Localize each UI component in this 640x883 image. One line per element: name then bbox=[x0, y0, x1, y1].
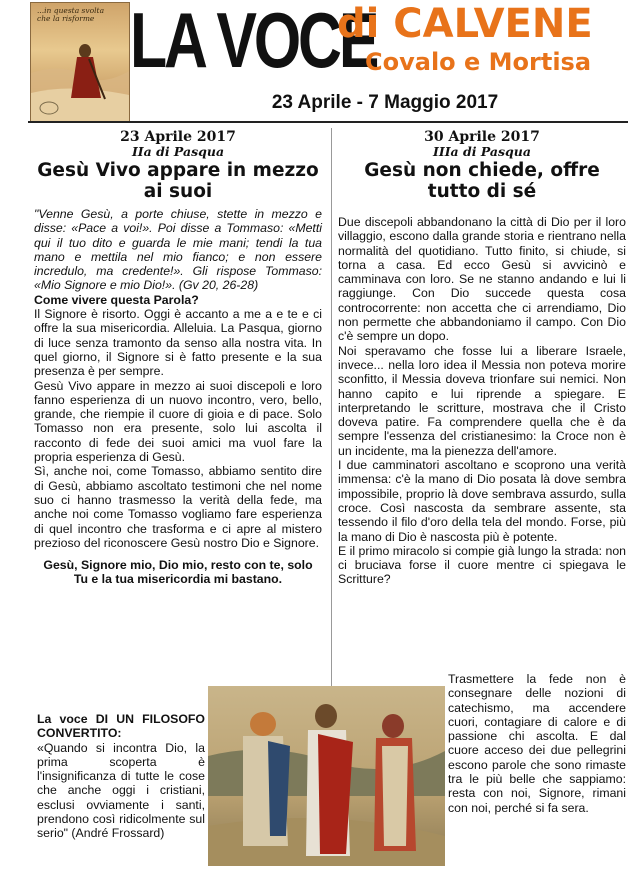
masthead-subtitle: Covalo e Mortisa bbox=[365, 48, 592, 76]
masthead-rule bbox=[28, 121, 628, 123]
left-paragraph-1: Il Signore è risorto. Oggi è accanto a me a e te e ci offre la sua misericordia. Alleluia. La Pasqua, giorno di luce senza tramonto da senso alla nostra vita. In quel giorno, il Signore si è fatto presente e la sua presenza è per sempre. bbox=[34, 307, 322, 379]
left-body bbox=[34, 207, 322, 550]
right-date: 30 Aprile 2017 bbox=[424, 129, 540, 145]
left-article bbox=[34, 129, 322, 587]
prayer: Gesù, Signore mio, Dio mio, resto con te, solo Tu e la tua misericordia mi bastano. bbox=[43, 558, 313, 587]
issue-dates: 23 Aprile - 7 Maggio 2017 bbox=[271, 92, 499, 113]
right-paragraph-1: Due discepoli abbandonano la città di Dio per il loro villaggio, escono dalla grande storia e rientrano nella normalità del quotidiano. Tutto finito, si chiude, si torna a casa. Ed ecco Gesù si avvicinò e camminava con loro. Se ne stanno andando e lui li raggiunge. Con Dio succede questa cosa controcorrente: non accetta che ci arrendiamo, Dio non permette che abbandoniamo il campo. Con Dio c'è sempre un dopo. bbox=[338, 215, 626, 344]
gospel-quote: "Venne Gesù, a porte chiuse, stette in mezzo e disse: «Pace a voi!». Poi disse a Tommaso: «Metti qui il tuo dito e guarda le mie mani; tendi la tua mano e mettila nel mio fianco; e non essere incredulo, ma credente!». Gli rispose Tommaso: «Mio Signore e mio Dio!». (Gv 20, 26-28) bbox=[34, 207, 322, 293]
masthead-title: LA VOCE bbox=[130, 0, 377, 84]
logo-image bbox=[30, 2, 130, 122]
right-body bbox=[338, 215, 626, 587]
right-paragraph-4: E il primo miracolo si compie già lungo la strada: non ci bruciava forse il cuore mentre ci spiegava le Scritture? bbox=[338, 543, 626, 587]
left-sunday: IIa di Pasqua bbox=[131, 144, 225, 159]
left-paragraph-3: Sì, anche noi, come Tomasso, abbiamo sentito dire di Gesù, abbiamo ascoltato testimoni che nel nome suo ci hanno trasmesso la verità della fede, ma anche noi come Tomasso vogliamo fare esperienza di quel incontro che trasforma e ci apre al mistero prezioso del riconoscere Gesù nostro Dio e Signore. bbox=[34, 464, 322, 550]
logo-caption: ...in questa svolta che la risforme bbox=[37, 6, 105, 23]
right-paragraph-3: I due camminatori ascoltano e scoprono una verità immensa: c'è la mano di Dio posata là dove sembra impossibile, proprio là dove sembrava assurdo, sulla croce. Così nascosta da sembrare assente, sta tessendo il filo d'oro della tela del mondo. Forse, più la mano di Dio è nascosta più è potente. bbox=[338, 458, 626, 544]
right-sunday: IIIa di Pasqua bbox=[433, 144, 531, 159]
right-article bbox=[338, 129, 626, 587]
right-paragraph-5: Trasmettere la fede non è consegnare delle nozioni di catechismo, ma accendere cuori, contagiare di calore e di passione chi ascolta. E dal cuore acceso dei due pellegrini escono parole che sono rimaste tra le più belle che sappiamo: resta con noi, Signore, rimani con noi, perché si fa sera. bbox=[448, 672, 626, 815]
right-paragraph-2: Noi speravamo che fosse lui a liberare Israele, invece... nella loro idea il Messia non poteva morire sconfitto, il Messia doveva trionfare sui nemici. Non hanno capito e lui riprende a spiegare. E interpretando le scritture, mostrava che il Cristo doveva patire. Fa comprendere quella che è da sempre l'essenza del cristianesimo: la Croce non è un incidente, ma la pienezza dell'amore. bbox=[338, 343, 626, 458]
pilgrim-illustration bbox=[31, 3, 129, 121]
emmaus-painting bbox=[208, 686, 445, 866]
left-paragraph-2: Gesù Vivo appare in mezzo ai suoi discepoli e loro fanno esperienza di un nuovo incontro, vero, bello, grande, che riempie il cuore di gioia e di pace. Solo Tomasso non era presente, solo lui ascolta il racconto di fede dei suoi amici ma vuol fare la propria esperienza di Gesù. bbox=[34, 378, 322, 465]
philosopher-title: La voce DI UN FILOSOFO CONVERTITO: bbox=[37, 712, 205, 741]
philosopher-box bbox=[37, 712, 205, 841]
left-headline: Gesù Vivo appare in mezzo ai suoi bbox=[37, 160, 319, 202]
left-date: 23 Aprile 2017 bbox=[120, 129, 236, 145]
masthead-place: di CALVENE bbox=[337, 1, 593, 47]
column-divider bbox=[331, 128, 332, 688]
question-heading: Come vivere questa Parola? bbox=[34, 292, 199, 307]
philosopher-quote: «Quando si incontra Dio, la prima scoperta è l'insignificanza di tutte le cose che anche oggi i cristiani, esclusi ovviamente i santi, prendono così ridicolmente sul serio" (André Frossard) bbox=[37, 740, 205, 841]
right-headline: Gesù non chiede, offre tutto di sé bbox=[364, 160, 600, 202]
